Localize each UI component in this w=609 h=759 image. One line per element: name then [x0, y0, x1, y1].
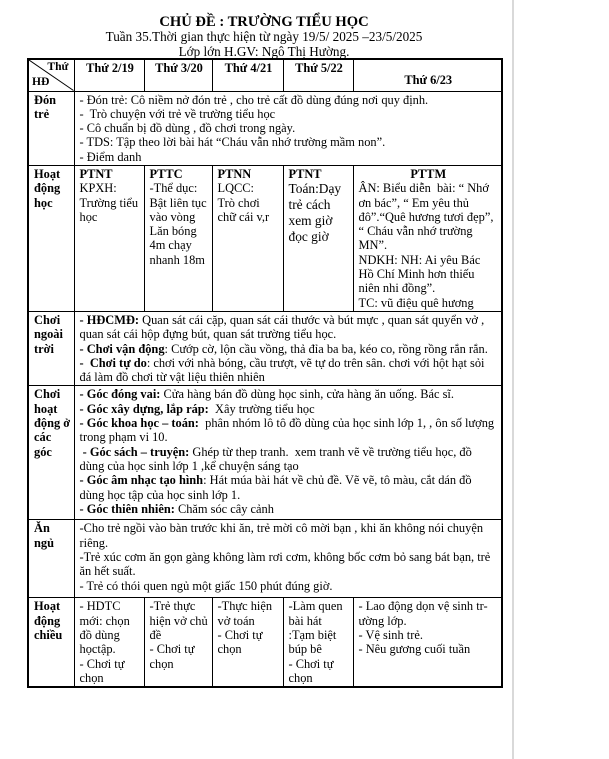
text-rest: Chăm sóc cây cảnh — [174, 501, 274, 516]
text-line — [80, 502, 499, 516]
text-line — [80, 356, 499, 385]
text-line: TC: vũ điệu quê hương — [358, 295, 474, 310]
text-rest: Cửa hàng bán đồ dùng học sinh, cửa hàng ăn uống. Bác sĩ. — [160, 387, 454, 402]
row-choi-cac-goc — [28, 386, 502, 520]
page-margin-line — [512, 0, 514, 759]
document-title: CHỦ ĐỀ : TRƯỜNG TIỂU HỌC — [159, 14, 369, 30]
text-line: - Chơi tự chọn — [149, 642, 198, 671]
domain-code: PTTM — [410, 166, 447, 181]
text-line: Bật liên tục vào vòng — [149, 195, 210, 224]
text-line — [80, 313, 499, 342]
row-label-don-tre: Đón trẻ — [28, 91, 74, 165]
corner-label-day: Thứ — [47, 60, 69, 73]
cell-hoc-fri — [353, 165, 502, 311]
domain-code: PTTC — [149, 166, 183, 181]
text-line: -Thực hiện vở toán — [217, 599, 276, 628]
day-header-mon: Thứ 2/19 — [74, 59, 144, 91]
bold-lead: - HĐCMĐ: — [79, 312, 140, 327]
corner-cell — [28, 59, 74, 91]
row-label-hoat-dong-hoc: Hoạt động học — [28, 165, 74, 311]
day-header-tue: Thứ 3/20 — [144, 59, 212, 91]
bold-lead: - Chơi tự do — [79, 355, 147, 370]
cell-chieu-tue — [144, 598, 212, 687]
text-line: -Làm quen bài hát :Tạm biệt búp bê — [288, 599, 346, 657]
text-line: Toán:Dạy trẻ cách xem giờ đọc giờ — [288, 181, 345, 245]
text-line: -Trẻ xúc cơm ăn gọn gàng không làm rơi cơm, không bốc cơm bỏ sang bát bạn, trẻ ăn hết suất. — [79, 550, 494, 579]
row-hoat-dong-chieu — [28, 598, 502, 687]
day-header-thu: Thứ 5/22 — [283, 59, 353, 91]
corner-label-activity: HĐ — [32, 75, 50, 89]
cell-hoc-mon — [74, 165, 144, 311]
text-line: - Nêu gương cuối tuần — [358, 642, 471, 657]
cell-hoc-wed — [212, 165, 283, 311]
text-line — [80, 402, 499, 416]
text-line — [80, 445, 499, 474]
bold-lead: - Góc xây dựng, lắp ráp: — [79, 401, 209, 416]
text-line: - HDTC mới: chọn đồ dùng họctập. — [79, 599, 133, 657]
day-header-fri: Thứ 6/23 — [353, 59, 502, 91]
text-line — [80, 473, 499, 502]
row-an-ngu — [28, 520, 502, 598]
header-row — [28, 59, 502, 91]
bold-lead: - Góc thiên nhiên: — [79, 501, 175, 516]
cell-choi-cac-goc — [74, 386, 502, 520]
text-rest: phân nhóm lô tô đồ dùng của học sinh lớp 1, , ôn số lượng trong phạm vi 10. — [79, 416, 498, 445]
text-rest: : Hát múa bài hát về chủ đề. Vẽ vẽ, tô màu, cắt dán đồ dùng học tập của học sinh lớp 1. — [79, 473, 475, 502]
bold-lead: - Chơi vận động — [79, 341, 165, 356]
text-line: - Trò chuyện với trẻ về trường tiểu học — [79, 106, 276, 121]
text-line: -Cho trẻ ngồi vào bàn trước khi ăn, trẻ mời cô mời bạn , khi ăn không nói chuyện riêng. — [79, 521, 487, 550]
text-line: - Trẻ có thói quen ngủ một giấc 150 phút đúng giờ. — [79, 578, 333, 593]
row-label-hoat-dong-chieu: Hoạt động chiều — [28, 598, 74, 687]
text-rest: Xây trường tiểu học — [208, 401, 315, 416]
text-rest: : Cướp cờ, lộn cầu vồng, thả đỉa ba ba, kéo co, rồng rồng rắn rắn. — [164, 341, 488, 356]
text-line: Lăn bóng 4m chạy nhanh 18m — [149, 224, 205, 267]
cell-an-ngu — [74, 520, 502, 598]
cell-chieu-wed — [212, 598, 283, 687]
text-line: - Chơi tự chọn — [79, 656, 128, 685]
text-line: Trò chơi chữ cái v,r — [217, 195, 270, 224]
cell-chieu-fri — [353, 598, 502, 687]
cell-chieu-thu — [283, 598, 353, 687]
text-line: - TDS: Tập theo lời bài hát “Cháu vẫn nhớ trường mầm non”. — [79, 135, 386, 150]
row-label-choi-cac-goc: Chơi hoạt động ở các góc — [28, 386, 74, 520]
domain-code: PTNT — [288, 166, 322, 181]
text-line — [80, 342, 499, 356]
text-line — [80, 416, 499, 445]
text-rest: : chơi với nhà bóng, cầu trượt, vẽ tự do trên sân. chơi với hột hạt sỏi đá làm đồ chơi từ vật liệu thiên nhiên — [79, 355, 488, 385]
bold-lead: - Góc đóng vai: — [79, 387, 161, 402]
cell-choi-ngoai-troi — [74, 311, 502, 385]
cell-chieu-mon — [74, 598, 144, 687]
row-hoat-dong-hoc — [28, 165, 502, 311]
row-don-tre — [28, 91, 502, 165]
bold-lead: - Góc khoa học – toán: — [79, 416, 199, 431]
cell-hoc-thu — [283, 165, 353, 311]
text-line — [80, 387, 499, 401]
text-line: - Chơi tự chọn — [288, 656, 337, 685]
document-subtitle-week: Tuần 35.Thời gian thực hiện từ ngày 19/5/ 2025 –23/5/2025 — [105, 29, 423, 44]
row-label-choi-ngoai-troi: Chơi ngoài trời — [28, 311, 74, 385]
text-line: - Điểm danh — [79, 149, 142, 164]
text-line: NDKH: NH: Ai yêu Bác Hồ Chí Minh hơn thiếu niên nhi đồng”. — [358, 252, 484, 296]
text-line: - Cô chuẩn bị đồ dùng , đồ chơi trong ngày. — [79, 121, 296, 136]
cell-don-tre — [74, 91, 502, 165]
domain-code: PTNN — [217, 166, 252, 181]
text-line: - Vệ sinh trẻ. — [358, 628, 423, 643]
text-line: - Đón trẻ: Cô niềm nở đón trẻ , cho trẻ cất đồ dùng đúng nơi quy định. — [79, 92, 429, 107]
text-line: - Lao động dọn vệ sinh tr- ường lớp. — [358, 599, 491, 628]
text-line: LQCC: — [217, 181, 254, 196]
text-line: - Chơi tự chọn — [217, 628, 266, 657]
text-rest: Ghép từ thep tranh. xem tranh vẽ về trường tiểu học, đồ dùng của học sinh lớp 1 ,kể chuyện sáng tạo — [79, 444, 475, 473]
text-line: KPXH: — [79, 181, 117, 196]
bold-lead: - Góc âm nhạc tạo hình — [79, 473, 204, 488]
text-line: -Trẻ thực hiện vở chủ đề — [149, 599, 211, 643]
cell-hoc-tue — [144, 165, 212, 311]
document-header — [27, 14, 501, 59]
text-rest: Quan sát cái cặp, quan sát cái thước và bút mực , quan sát quyển vở , quan sát cái hộp đựng bút, quan sát trường tiểu học. — [79, 312, 488, 342]
schedule-table — [27, 58, 503, 688]
bold-lead: - Góc sách – truyện: — [79, 444, 190, 459]
document-subtitle-class: Lớp lớn H.GV: Ngô Thị Hường. — [178, 43, 350, 59]
domain-code: PTNT — [79, 166, 113, 181]
row-label-an-ngu: Ăn ngủ — [28, 520, 74, 598]
text-line: ÂN: Biểu diễn bài: “ Nhớ ơn bác”, “ Em yêu thủ đô”.“Quê hương tươi đẹp”, “ Cháu vẫn nhớ trường MN”. — [358, 181, 497, 253]
text-line: Trường tiểu học — [79, 195, 142, 224]
text-line: -Thể dục: — [149, 181, 198, 196]
row-choi-ngoai-troi — [28, 311, 502, 385]
day-header-wed: Thứ 4/21 — [212, 59, 283, 91]
